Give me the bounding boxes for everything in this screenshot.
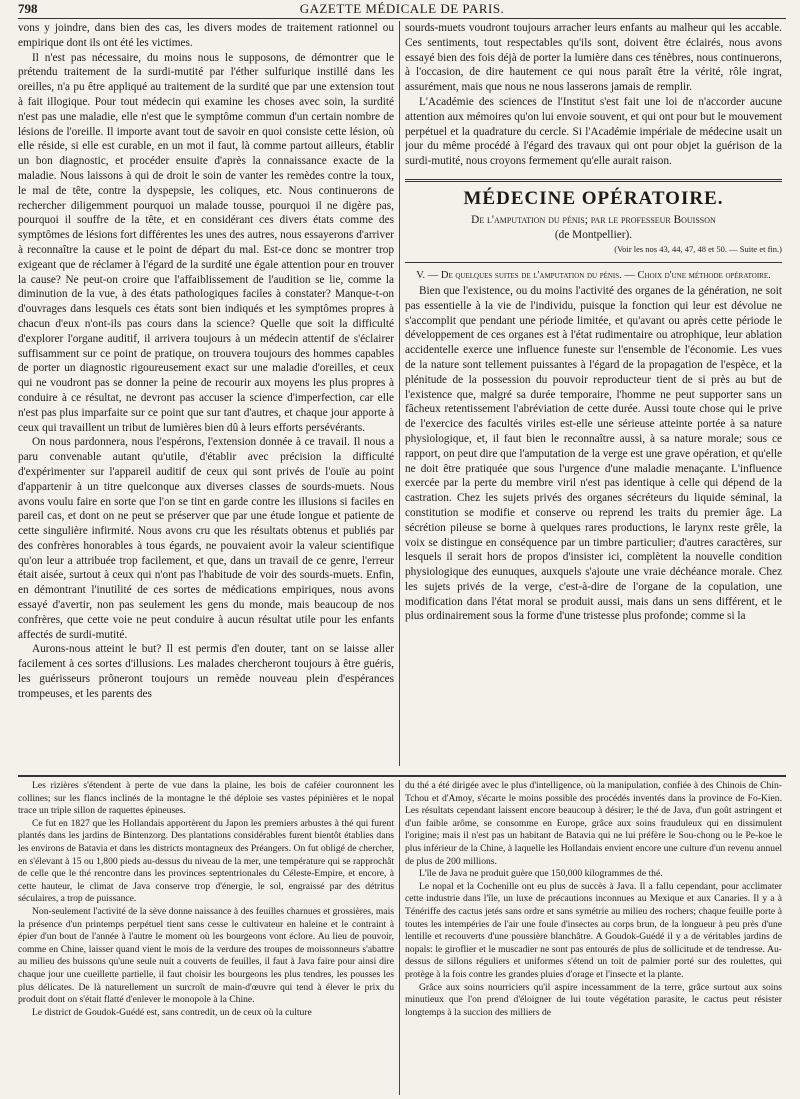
paragraph: Ce fut en 1827 que les Hollandais apportèrent du Japon les premiers arbustes à thé qui furent plantés dans les jardins de Bintenzorg. Des plantations considérables furent bientôt établies dans les environs de Batavia et dans les districts montagneux des Préangers. On fut obligé de chercher, en s'élevant à 15 ou 1,800 pieds au-dessus du niveau de la mer, une température qui se rapprochât de celle que le thé rencontre dans les provinces septentrionales du Céleste-Empire, et encore, à cette hauteur, le climat de Java conserve trop d'énergie, le sol, engraissé par des détritus séculaires, a trop de puissance. [18, 817, 394, 905]
paragraph: du thé a été dirigée avec le plus d'intelligence, où la manipulation, confiée à des Chinois de Chin-Tchou et d'Amoy, s'écarte le moins possible des procédés inventés dans la province de Fo-Kien. Les résultats cependant laissent encore beaucoup à désirer; le thé de Java, d'un goût astringent et d'un faible arôme, se consomme en Europe, grâce aux soins frauduleux qui en dissimulent l'origine; mais il n'est pas un habitant de Batavia qui ne lui préfère le Sou-chong ou le Pe-koe le plus inférieur de la Chine, à laquelle les Hollandais envient encore une culture d'un revenu annuel de plus de 200 millions. [405, 780, 782, 867]
article-author: Bouisson [673, 213, 716, 226]
feuilleton-rule [18, 775, 786, 777]
section-rule [405, 179, 782, 182]
paragraph: Aurons-nous atteint le but? Il est permis d'en douter, tant on se laisse aller facilement à ces sortes d'illusions. Les malades chercheront toujours à être guéris, les guérisseurs prôneront toujours un remède nouveau plein d'espérances trompeuses, et les parents des [18, 643, 394, 700]
feuilleton-right-column [405, 780, 782, 1095]
feuilleton-column-divider [399, 780, 400, 1095]
left-column [18, 21, 394, 766]
paragraph: L'île de Java ne produit guère que 150,000 kilogrammes de thé. [419, 868, 663, 880]
paragraph: Le nopal et la Cochenille ont eu plus de succès à Java. Il a fallu cependant, pour acclimater cette industrie dans l'île, un luxe de précautions inconnues au Mexique et aux Canaries. Il y a à Ténériffe des cactus jetés sans ordre et sans symétrie au milieu des rochers; chaque feuille porte à toutes les intempéries de l'air une foule d'insectes au corps brun, de la longueur à peu près d'une lentille et recouverts d'une poussière blanchâtre. A Goudok-Guédé il y a de véritables jardins de nopals: le giroflier et le muscadier ne sont pas entourés de plus de sollicitude et de tendresse. Au-dessus de sillons réguliers et uniformes s'étend un toit de palmier porté sur des roulettes, qui protège à la fois contre les grandes pluies d'orage et l'insecte et la plante. [405, 880, 782, 980]
article-title-prefix: De l'amputation du pénis; par le professeur [471, 213, 671, 226]
paragraph: sourds-muets voudront toujours arracher leurs enfants au malheur qui les accable. Ces sentiments, tout respectables qu'ils sont, doivent être éclairés, nous avons essayé bien des fois déjà de porter la lumière dans ces ténèbres, nous continuerons, à l'occasion, de dire hautement ce qui nous paraît être la vérité, rôle ingrat, assurément, mais que nous ne nous lasserons jamais de remplir. [405, 22, 782, 94]
paragraph: Le district de Goudok-Guédé est, sans contredit, un de ceux où la culture [32, 1006, 312, 1018]
paragraph: Bien que l'existence, ou du moins l'activité des organes de la génération, ne soit pas essentielle à la vie de l'individu, puisque la fonction qui leur est dévolue ne s'accomplit que pendant une période limitée, et qu'avant ou après cette période le développement de ces organes est à l'état rudimentaire ou atrophique, leur ablation accidentelle exerce une influence funeste sur l'ensemble de l'économie. Les vues de la nature sont tellement puissantes à l'égard de la propagation de l'espèce, et la plénitude de la possession du pouvoir reproducteur tient de si près au but de l'existence que, malgré sa durée temporaire, l'homme ne peut supporter sans un fâcheux retentissement l'abréviation de cette durée. Aussi toute chose qui le prive de l'exercice des facultés viriles est-elle une sérieuse atteinte portée à sa nature physiologique, et, il faut bien le reconnaître aussi, à sa nature morale; sous ce rapport, on peut dire que l'amputation de la verge est une grave opération, et qu'elle ne doit être pratiquée que sous l'urgence d'une maladie menaçante. L'influence exercée par la perte du membre viril n'est pas identique à celle qui dépend de la castration. Chez les sujets privés des organes sécréteurs du liquide séminal, la constitution se modifie et conserve ou reprend les traits du premier âge. La sécrétion pileuse se borne à quelques rares productions, le larynx reste grêle, la voix se distingue en conséquence par un timbre particulier; d'autres caractères, sur lesquels il serait hors de propos d'insister ici, complètent la nouvelle condition physiologique des eunuques, auxquels s'ajoute une vraie déchéance morale. Chez les sujets privés de la verge, c'est-à-dire de l'organe de la copulation, une modification dans l'état moral se produit aussi, mais dans un sens différent, et le plus ordinairement sous la forme d'une tristesse plus profonde; comme si la [405, 284, 782, 623]
article-title [405, 213, 782, 243]
column-divider [399, 21, 400, 766]
article-reference: (Voir les nos 43, 44, 47, 48 et 50. — Suite et fin.) [614, 244, 782, 255]
paragraph: Grâce aux soins nourriciers qu'il aspire incessamment de la terre, grâce surtout aux soins minutieux que l'on prend d'éloigner de lui toute végétation parasite, le cactus peut résister longtemps à la succion des milliers de [405, 981, 782, 1018]
paragraph: Les rizières s'étendent à perte de vue dans la plaine, les bois de caféier couronnent les collines; sur les flancs inclinés de la montagne le thé déploie ses vastes pépinières et le nopal trace un triple sillon de raquettes épineuses. [18, 780, 394, 817]
paragraph: Non-seulement l'activité de la sève donne naissance à des feuilles charnues et grossières, mais la présence d'un printemps perpétuel tient sans cesse le cultivateur en haleine et le contraint à épier d'un bout de l'année à l'autre le moment où les bourgeons vont éclore. Au lieu de pouvoir, comme en Chine, laisser quand vient le mois de la verdure des troupes de moissonneurs s'abattre au milieu des buissons qu'une seule nuit a couverts de feuilles, il faut à Java faire pour ainsi dire chaque jour une cueillette partielle, il faut choisir les bourgeons les plus tendres, les pousses les plus délicates. De là naturellement un surcroît de main-d'œuvre qui tend à élever le prix du produit dont on s'était flatté d'enlever le monopole à la Chine. [18, 905, 394, 1006]
page-header [18, 0, 786, 19]
paragraph: L'Académie des sciences de l'Institut s'est fait une loi de n'accorder aucune attention aux mémoires qu'on lui envoie souvent, et qui ont pour but le mouvement perpétuel et la quadrature du cercle. Si l'Académie impériale de médecine usait un jour du même procédé à l'égard des travaux qui ont pour objet la guérison de la surdi-mutité, nous croyons fermement qu'elle aurait raison. [405, 95, 782, 168]
section-title: MÉDECINE OPÉRATOIRE. [463, 187, 724, 209]
paragraph: On nous pardonnera, nous l'espérons, l'extension donnée à ce travail. Il nous a paru convenable autant qu'utile, d'établir avec précision la difficulté d'expérimenter sur l'appareil auditif de ceux qui sont privés de l'ouïe au point d'appartenir à un titre quelconque aux diverses classes de sourds-muets. Nous avons voulu faire en sorte que l'on se tint en garde contre les illusions si faciles en pareil cas, et dont on ne peut se préserver que par une étude longue et patiente de cette singulière infirmité. Nous avons cru que les résultats obtenus et publiés par des confrères honorables à tous égards, ne pouvaient avoir la valeur scientifique qu'on leur a attribuée trop facilement, et que, dans un travail de ce genre, l'erreur était aisée, surtout à ceux qui n'ont pas l'habitude de voir des sourds-muets. Enfin, en démontrant l'inutilité de ces sortes de médications empiriques, nous avons essayé d'avertir, non pas seulement les gens du monde, mais beaucoup de nos confrères, que cette voie ne peut conduire à aucun résultat utile pour les enfants affectés de surdi-mutité. [18, 436, 394, 641]
paragraph: vons y joindre, dans bien des cas, les divers modes de traitement rationnel ou empirique dont ils ont été les victimes. [18, 22, 394, 49]
page-number: 798 [18, 1, 38, 16]
right-column [405, 21, 782, 766]
subsection-title: V. — De quelques suites de l'amputation du pénis. — Choix d'une méthode opératoire. [416, 270, 771, 282]
paragraph: Il n'est pas nécessaire, du moins nous le supposons, de démontrer que le prétendu traitement de la surdi-mutité par l'éther sulfurique instillé dans les oreilles, n'a pu être appliqué au traitement de la surdité que par une extension tout à fait illogique. Pour tout médecin qui examine les choses avec soin, la surdité n'est pas une maladie, elle n'est que le symptôme commun d'un certain nombre de lésions de l'oreille. Il importe avant tout de savoir en quoi consiste cette lésion, où elle réside, si elle est curable, en un mot il faut, là comme partout ailleurs, établir un bon diagnostic, et procéder ensuite d'après la connaissance exacte de la maladie. Nous laissons à qui de droit le soin de vanter les remèdes contre la toux, le mal de tête, contre la dyspepsie, les coliques, etc. Nous continuerons de rechercher diligemment pourquoi un malade tousse, pourquoi il ne digère pas, pourquoi il souffre de la tête, et en considérant ces divers états comme des symptômes de lésions fort différentes les unes des autres, nous essayerons d'arriver à reconnaître la cause et le point de départ du mal. Est-ce donc se montrer trop exigeant que de réclamer à l'égard de la surdité une égale attention pour en trouver la cause? Ne peut-on croire que l'affaiblissement de l'audition se lie, comme la diminution de la vue, à des états pathologiques faciles à constater? Manque-t-on d'ouvrages dans lesquels ces états sont bien indiqués et les symptômes propres à chacun d'eux n'ont-ils pas cours dans la science? Quelle que soit la difficulté d'explorer l'organe auditif, il arrivera toujours à un médecin attentif de s'éclairer suffisamment sur ce point de pratique, on trouvera toujours des hommes capables de porter un diagnostic rigoureusement exact sur une maladie d'oreilles, et ceux qui ne voudront pas se donner la peine de recourir aux moyens les plus propres à conduire à ce résultat, ne devront pas accuser la science d'imperfection, car elle n'est pas plus imparfaite sur ce point que sur tant d'autres, et chaque jour apporte à ceux qui travaillent un tribut de lumières bien dû à leurs efforts persévérants. [18, 51, 394, 434]
article-author-place: (de Montpellier). [554, 228, 633, 241]
journal-title: GAZETTE MÉDICALE DE PARIS. [299, 1, 505, 16]
feuilleton-left-column [18, 780, 394, 1095]
article-rule [405, 262, 782, 263]
